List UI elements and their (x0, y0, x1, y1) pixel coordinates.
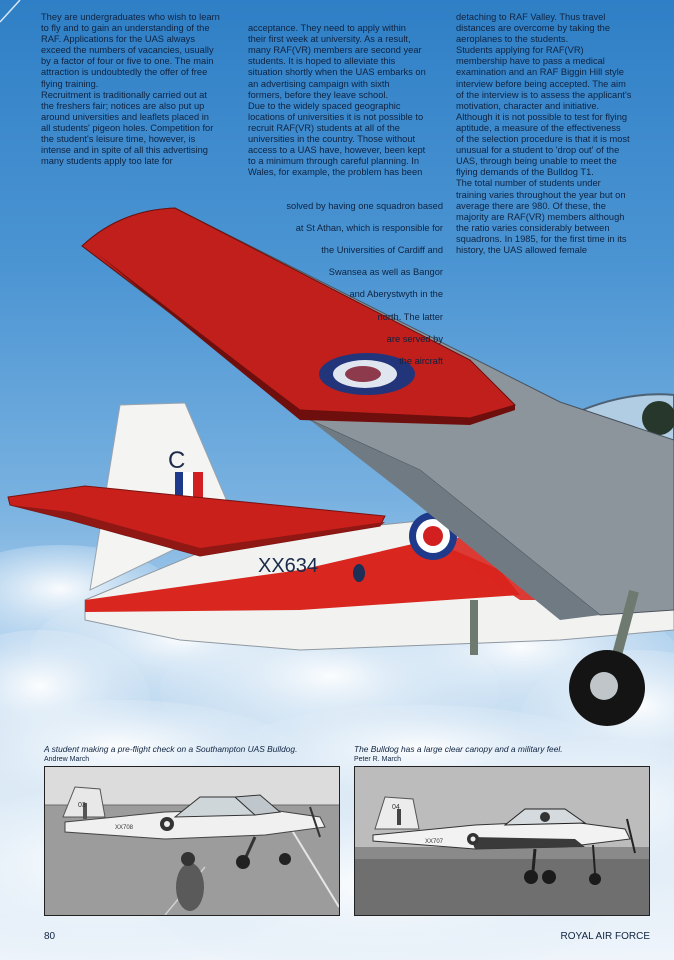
text-column-2 (248, 12, 443, 389)
photo-caption-left: A student making a pre-flight check on a Southampton UAS Bulldog. (44, 744, 298, 754)
student-figure (176, 863, 204, 911)
squadron-badge (353, 564, 365, 582)
wrap-line: the aircraft (399, 355, 443, 366)
wrap-line: are served by (386, 333, 443, 344)
photo-caption-right: The Bulldog has a large clear canopy and a military feel. (354, 744, 563, 754)
photo-left-serial: XX708 (115, 825, 134, 831)
photo-bulldog-canopy (354, 766, 650, 916)
wrap-line: Swansea as well as Bangor (328, 267, 443, 278)
aircraft-serial: XX634 (258, 555, 319, 577)
page-corner-mark (0, 0, 24, 24)
wrap-line: north. The latter (377, 311, 443, 322)
photo-right-serial: XX707 (425, 839, 444, 845)
wrap-line: the Universities of Cardiff and (321, 244, 443, 255)
wrap-line: solved by having one squadron based (286, 200, 443, 211)
page-number: 80 (44, 931, 56, 942)
section-footer: ROYAL AIR FORCE (560, 931, 650, 942)
photo-right-code: 04 (392, 804, 400, 811)
text-column-1: They are undergraduates who wish to learn to fly and to gain an understanding of the RAF. Applications for the UAS always exceed the numbers of vacancies, usually by a factor of four or five to one. The main attraction is undoubtedly the offer of free flying training. Recruitment is traditionally carried out at the freshers fair; notices are also put up around universities and leaflets placed in all students' pigeon holes. Competition for the student's leisure time, however, is intense and in spite of all this advertising many students apply too late for (41, 12, 220, 167)
text-column-3: detaching to RAF Valley. Thus travel distances are overcome by taking the aeroplanes to the students. Students applying for RAF(VR) membership have to pass a medical examination and an RAF Biggin Hill style interview before being accepted. The aim of the interview is to assess the applicant's motivation, character and initiative. Although it is not possible to test for flying aptitude, a measure of the effectiveness of the selection procedure is that it is most unusual for a student to 'drop out' of the UAS, through being unable to meet the flying demands of the Bulldog T1. The total number of students under training varies throughout the year but on average there are 980. Of these, the majority are RAF(VR) members although the ratio varies considerably between squadrons. In 1985, for the first time in its history, the UAS allowed female (456, 12, 632, 255)
text-column-2-wrap (248, 190, 443, 379)
wrap-line: at St Athan, which is responsible for (295, 222, 443, 233)
photo-credit-right: Peter R. March (354, 756, 402, 763)
photo-preflight-check (44, 766, 340, 916)
photo-credit-left: Andrew March (44, 756, 90, 763)
fin-letter: C (168, 447, 186, 474)
text-column-2-body: acceptance. They need to apply within their first week at university. As a result, many RAF(VR) members are second year students. It is hoped to alleviate this situation shortly when the UAS embarks on an advertising campaign with sixth formers, before they leave school. Due to the widely spaced geographic locations of universities it is not possible to recruit RAF(VR) students at all of the universities in the country. Those without access to a UAS have, however, been kept to a minimum through careful planning. In Wales, for example, the problem has been (248, 23, 426, 178)
photo-left-code: 03 (78, 802, 86, 809)
wrap-line: and Aberystwyth in the (349, 289, 443, 300)
